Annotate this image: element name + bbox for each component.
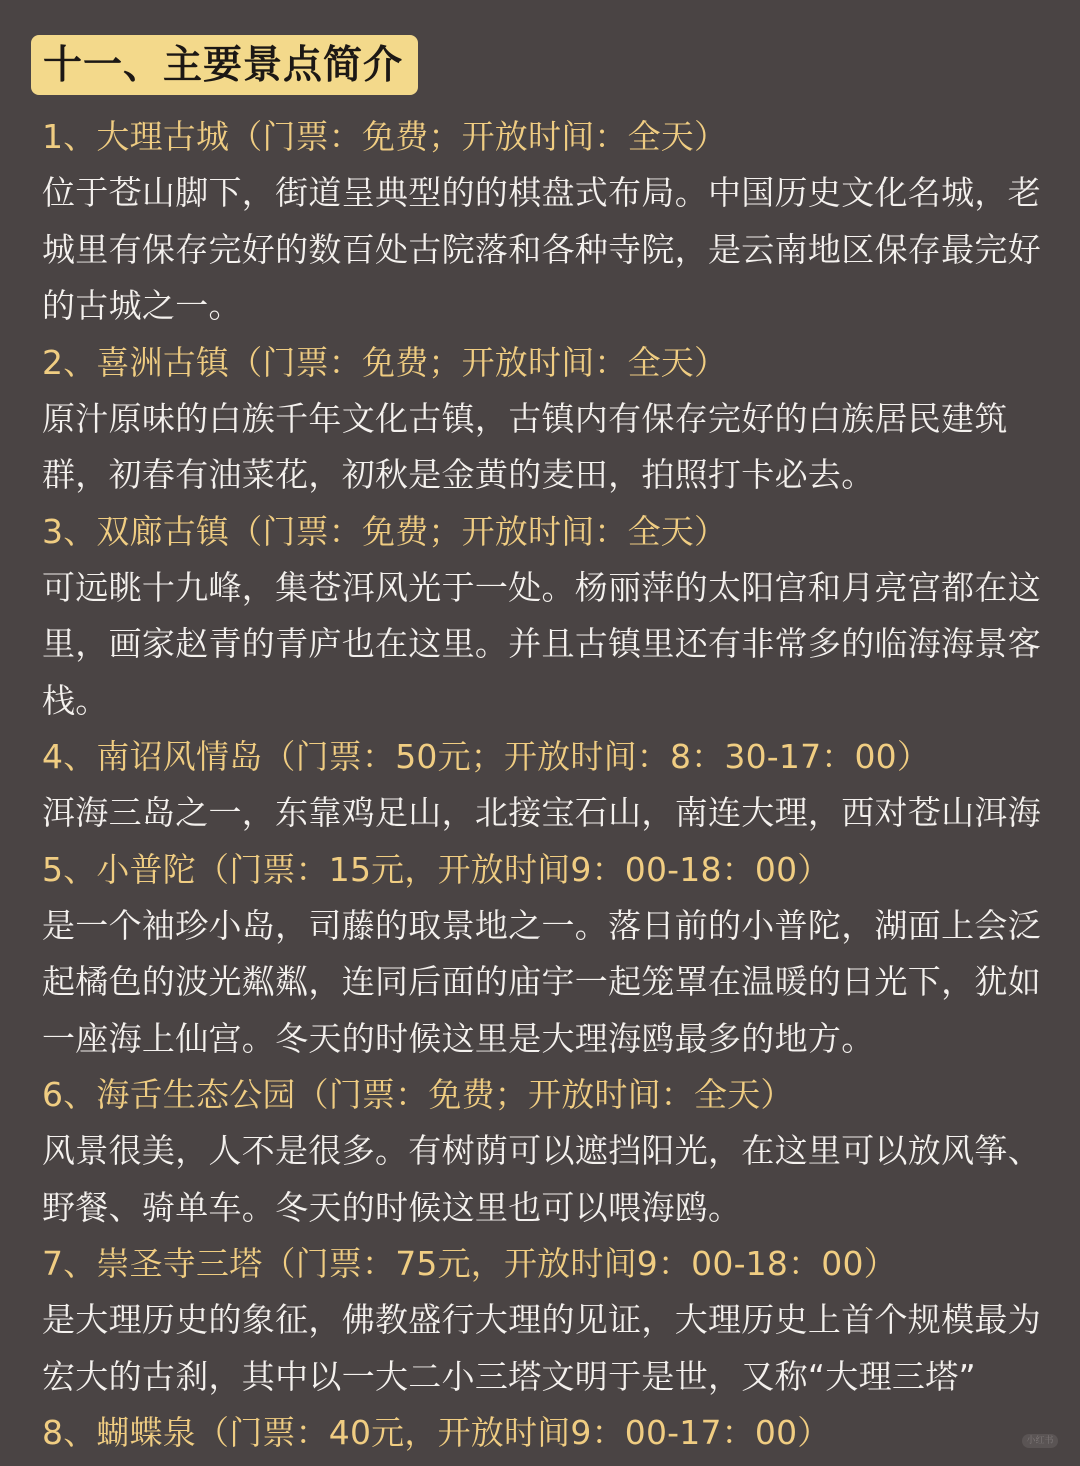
attraction-entry xyxy=(42,1067,1042,1236)
attraction-entry xyxy=(42,842,1042,1068)
section-title: 十一、主要景点简介 xyxy=(43,42,404,88)
attraction-description: 原汁原味的白族千年文化古镇，古镇内有保存完好的白族居民建筑群，初春有油菜花，初秋是金黄的麦田，拍照打卡必去。 xyxy=(42,398,1008,494)
watermark-logo: 小红书 xyxy=(1022,1434,1058,1448)
attraction-heading: 3、双廊古镇（门票：免费；开放时间：全天） xyxy=(42,511,728,551)
attraction-heading: 1、大理古城（门票：免费；开放时间：全天） xyxy=(42,117,728,156)
attraction-description: 是大理历史的象征，佛教盛行大理的见证，大理历史上首个规模最为宏大的古刹，其中以一大二小三塔文明于是世，又称“大理三塔” xyxy=(42,1300,1041,1396)
attraction-entry xyxy=(42,504,1042,730)
attraction-entry xyxy=(42,729,1042,842)
attraction-entry xyxy=(42,1405,1042,1461)
attraction-heading: 5、小普陀（门票：15元，开放时间9：00-18：00） xyxy=(42,849,831,889)
attraction-description: 洱海三岛之一，东靠鸡足山，北接宝石山，南连大理，西对苍山洱海 xyxy=(42,793,1041,832)
attraction-entry xyxy=(42,335,1042,504)
attraction-description: 风景很美，人不是很多。有树荫可以遮挡阳光，在这里可以放风筝、野餐、骑单车。冬天的时候这里也可以喂海鸥。 xyxy=(42,1131,1041,1227)
attraction-entry xyxy=(42,1236,1042,1405)
attraction-heading: 4、南诏风情岛（门票：50元；开放时间：8：30-17：00） xyxy=(42,737,931,776)
attraction-description: 可远眺十九峰，集苍洱风光于一处。杨丽萍的太阳宫和月亮宫都在这里，画家赵青的青庐也在这里。并且古镇里还有非常多的临海海景客栈。 xyxy=(42,567,1041,720)
attraction-heading: 6、海舌生态公园（门票：免费；开放时间：全天） xyxy=(42,1075,794,1114)
section-title-badge xyxy=(31,35,418,95)
attractions-list xyxy=(42,109,1042,1461)
attraction-heading: 7、崇圣寺三塔（门票：75元，开放时间9：00-18：00） xyxy=(42,1244,897,1283)
attraction-heading: 2、喜洲古镇（门票：免费；开放时间：全天） xyxy=(42,342,728,382)
attraction-heading: 8、蝴蝶泉（门票：40元，开放时间9：00-17：00） xyxy=(42,1413,831,1452)
attraction-entry xyxy=(42,109,1042,335)
attraction-description: 是一个袖珍小岛，司藤的取景地之一。落日前的小普陀，湖面上会泛起橘色的波光粼粼，连同后面的庙宇一起笼罩在温暖的日光下，犹如一座海上仙宫。冬天的时候这里是大理海鸥最多的地方。 xyxy=(42,905,1041,1058)
attraction-description: 位于苍山脚下，街道呈典型的的棋盘式布局。中国历史文化名城，老城里有保存完好的数百处古院落和各种寺院，是云南地区保存最完好的古城之一。 xyxy=(42,173,1041,325)
